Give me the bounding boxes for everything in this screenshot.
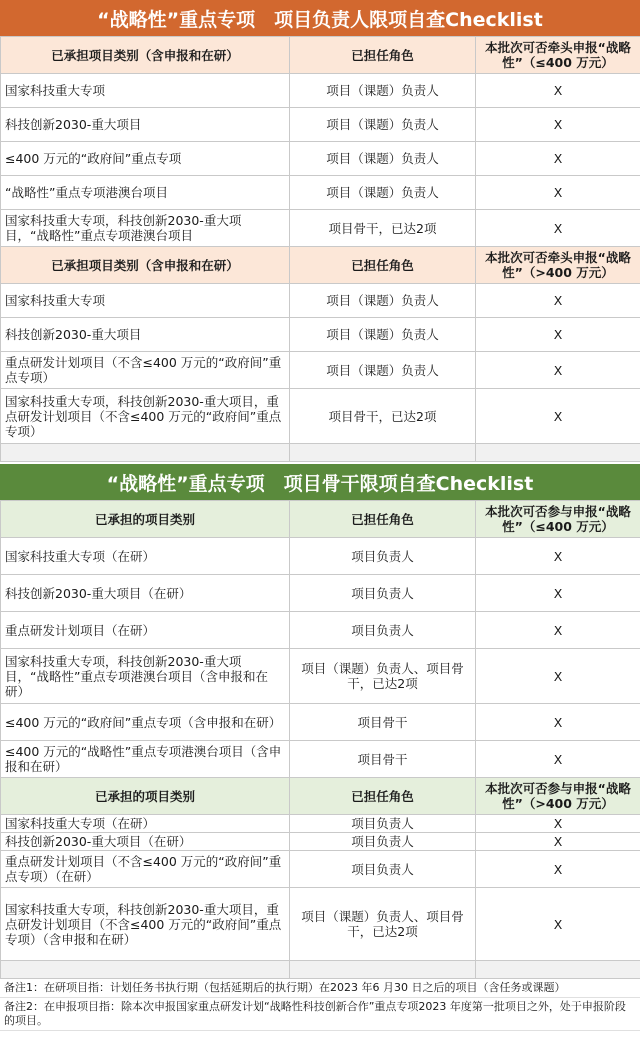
- table-row: [1, 888, 640, 961]
- row-category: 国家科技重大专项（在研）: [1, 815, 290, 833]
- section2-title: “战略性”重点专项 项目骨干限项自查Checklist: [0, 464, 640, 500]
- header-col1: 已承担的项目类别: [1, 501, 290, 538]
- table-row: [1, 612, 640, 649]
- row-role: 项目（课题）负责人: [290, 176, 476, 210]
- header-col1: 已承担项目类别（含申报和在研）: [1, 247, 290, 284]
- row-answer: X: [476, 142, 640, 176]
- table-row: [1, 210, 640, 247]
- note-2: 备注2：在申报项目指：除本次申报国家重点研发计划“战略性科技创新合作”重点专项2023 年度第一批项目之外，处于申报阶段的项目。: [0, 998, 640, 1031]
- table-row: [1, 389, 640, 444]
- row-category: “战略性”重点专项港澳台项目: [1, 176, 290, 210]
- note-1: 备注1：在研项目指：计划任务书执行期（包括延期后的执行期）在2023 年6 月30 日之后的项目（含任务或课题）: [0, 979, 640, 998]
- row-answer: X: [476, 649, 640, 704]
- section1-header-a: [1, 37, 640, 74]
- table-row: [1, 352, 640, 389]
- row-role: 项目（课题）负责人、项目骨干，已达2项: [290, 649, 476, 704]
- table-row: [1, 704, 640, 741]
- table-row: [1, 318, 640, 352]
- spacer-cell: [476, 444, 640, 462]
- row-answer: X: [476, 741, 640, 778]
- row-role: 项目（课题）负责人: [290, 142, 476, 176]
- row-category: ≤400 万元的“政府间”重点专项（含申报和在研）: [1, 704, 290, 741]
- spacer-cell: [290, 961, 476, 979]
- table-row: [1, 538, 640, 575]
- row-role: 项目骨干: [290, 741, 476, 778]
- row-answer: X: [476, 176, 640, 210]
- row-category: 科技创新2030-重大项目（在研）: [1, 833, 290, 851]
- header-col1: 已承担的项目类别: [1, 778, 290, 815]
- header-col3: 本批次可否牵头申报“战略性”（≤400 万元）: [476, 37, 640, 74]
- table-row: [1, 284, 640, 318]
- header-col2: 已担任角色: [290, 501, 476, 538]
- header-col3: 本批次可否牵头申报“战略性”（>400 万元）: [476, 247, 640, 284]
- table-row: [1, 108, 640, 142]
- header-col3: 本批次可否参与申报“战略性”（≤400 万元）: [476, 501, 640, 538]
- table-row: [1, 815, 640, 833]
- row-answer: X: [476, 612, 640, 649]
- row-category: 国家科技重大专项，科技创新2030-重大项目，“战略性”重点专项港澳台项目（含申报和在研）: [1, 649, 290, 704]
- spacer-cell: [1, 444, 290, 462]
- table-row: [1, 176, 640, 210]
- row-category: 重点研发计划项目（不含≤400 万元的“政府间”重点专项）（在研）: [1, 851, 290, 888]
- row-category: 国家科技重大专项，科技创新2030-重大项目，重点研发计划项目（不含≤400 万元的“政府间”重点专项）（含申报和在研）: [1, 888, 290, 961]
- section2-header-b: [1, 778, 640, 815]
- row-category: 重点研发计划项目（在研）: [1, 612, 290, 649]
- header-col1: 已承担项目类别（含申报和在研）: [1, 37, 290, 74]
- row-answer: X: [476, 389, 640, 444]
- section1-header-b: [1, 247, 640, 284]
- row-category: 科技创新2030-重大项目: [1, 108, 290, 142]
- section1-title: “战略性”重点专项 项目负责人限项自查Checklist: [0, 0, 640, 36]
- row-answer: X: [476, 74, 640, 108]
- row-role: 项目负责人: [290, 612, 476, 649]
- row-answer: X: [476, 210, 640, 247]
- section2-header-a: [1, 501, 640, 538]
- row-category: ≤400 万元的“政府间”重点专项: [1, 142, 290, 176]
- section1-table: [0, 36, 640, 462]
- row-role: 项目负责人: [290, 851, 476, 888]
- header-col2: 已担任角色: [290, 778, 476, 815]
- row-role: 项目负责人: [290, 833, 476, 851]
- table-row: [1, 142, 640, 176]
- row-role: 项目（课题）负责人: [290, 108, 476, 142]
- row-category: 国家科技重大专项: [1, 284, 290, 318]
- row-category: 科技创新2030-重大项目: [1, 318, 290, 352]
- row-role: 项目（课题）负责人: [290, 74, 476, 108]
- section2-table: [0, 500, 640, 979]
- spacer-cell: [1, 961, 290, 979]
- table-row: [1, 833, 640, 851]
- table-row: [1, 575, 640, 612]
- row-answer: X: [476, 851, 640, 888]
- table-row: [1, 741, 640, 778]
- row-answer: X: [476, 833, 640, 851]
- row-answer: X: [476, 352, 640, 389]
- header-col3: 本批次可否参与申报“战略性”（>400 万元）: [476, 778, 640, 815]
- header-col2: 已担任角色: [290, 37, 476, 74]
- spacer-cell: [476, 961, 640, 979]
- table-row: [1, 649, 640, 704]
- row-answer: X: [476, 108, 640, 142]
- row-answer: X: [476, 538, 640, 575]
- row-answer: X: [476, 318, 640, 352]
- row-category: 国家科技重大专项，科技创新2030-重大项目，重点研发计划项目（不含≤400 万元的“政府间”重点专项）: [1, 389, 290, 444]
- row-category: 国家科技重大专项（在研）: [1, 538, 290, 575]
- header-col2: 已担任角色: [290, 247, 476, 284]
- row-category: 国家科技重大专项: [1, 74, 290, 108]
- spacer-row: [1, 961, 640, 979]
- row-role: 项目负责人: [290, 575, 476, 612]
- row-answer: X: [476, 575, 640, 612]
- row-category: 重点研发计划项目（不含≤400 万元的“政府间”重点专项）: [1, 352, 290, 389]
- row-role: 项目负责人: [290, 538, 476, 575]
- row-role: 项目（课题）负责人、项目骨干，已达2项: [290, 888, 476, 961]
- table-row: [1, 851, 640, 888]
- row-category: 国家科技重大专项，科技创新2030-重大项目，“战略性”重点专项港澳台项目: [1, 210, 290, 247]
- row-role: 项目（课题）负责人: [290, 318, 476, 352]
- row-category: ≤400 万元的“战略性”重点专项港澳台项目（含申报和在研）: [1, 741, 290, 778]
- row-category: 科技创新2030-重大项目（在研）: [1, 575, 290, 612]
- row-answer: X: [476, 888, 640, 961]
- spacer-cell: [290, 444, 476, 462]
- row-role: 项目（课题）负责人: [290, 352, 476, 389]
- row-role: 项目骨干: [290, 704, 476, 741]
- row-role: 项目骨干，已达2项: [290, 389, 476, 444]
- row-role: 项目骨干，已达2项: [290, 210, 476, 247]
- row-role: 项目负责人: [290, 815, 476, 833]
- notes: [0, 979, 640, 1031]
- row-role: 项目（课题）负责人: [290, 284, 476, 318]
- spacer-row: [1, 444, 640, 462]
- row-answer: X: [476, 284, 640, 318]
- row-answer: X: [476, 704, 640, 741]
- table-row: [1, 74, 640, 108]
- row-answer: X: [476, 815, 640, 833]
